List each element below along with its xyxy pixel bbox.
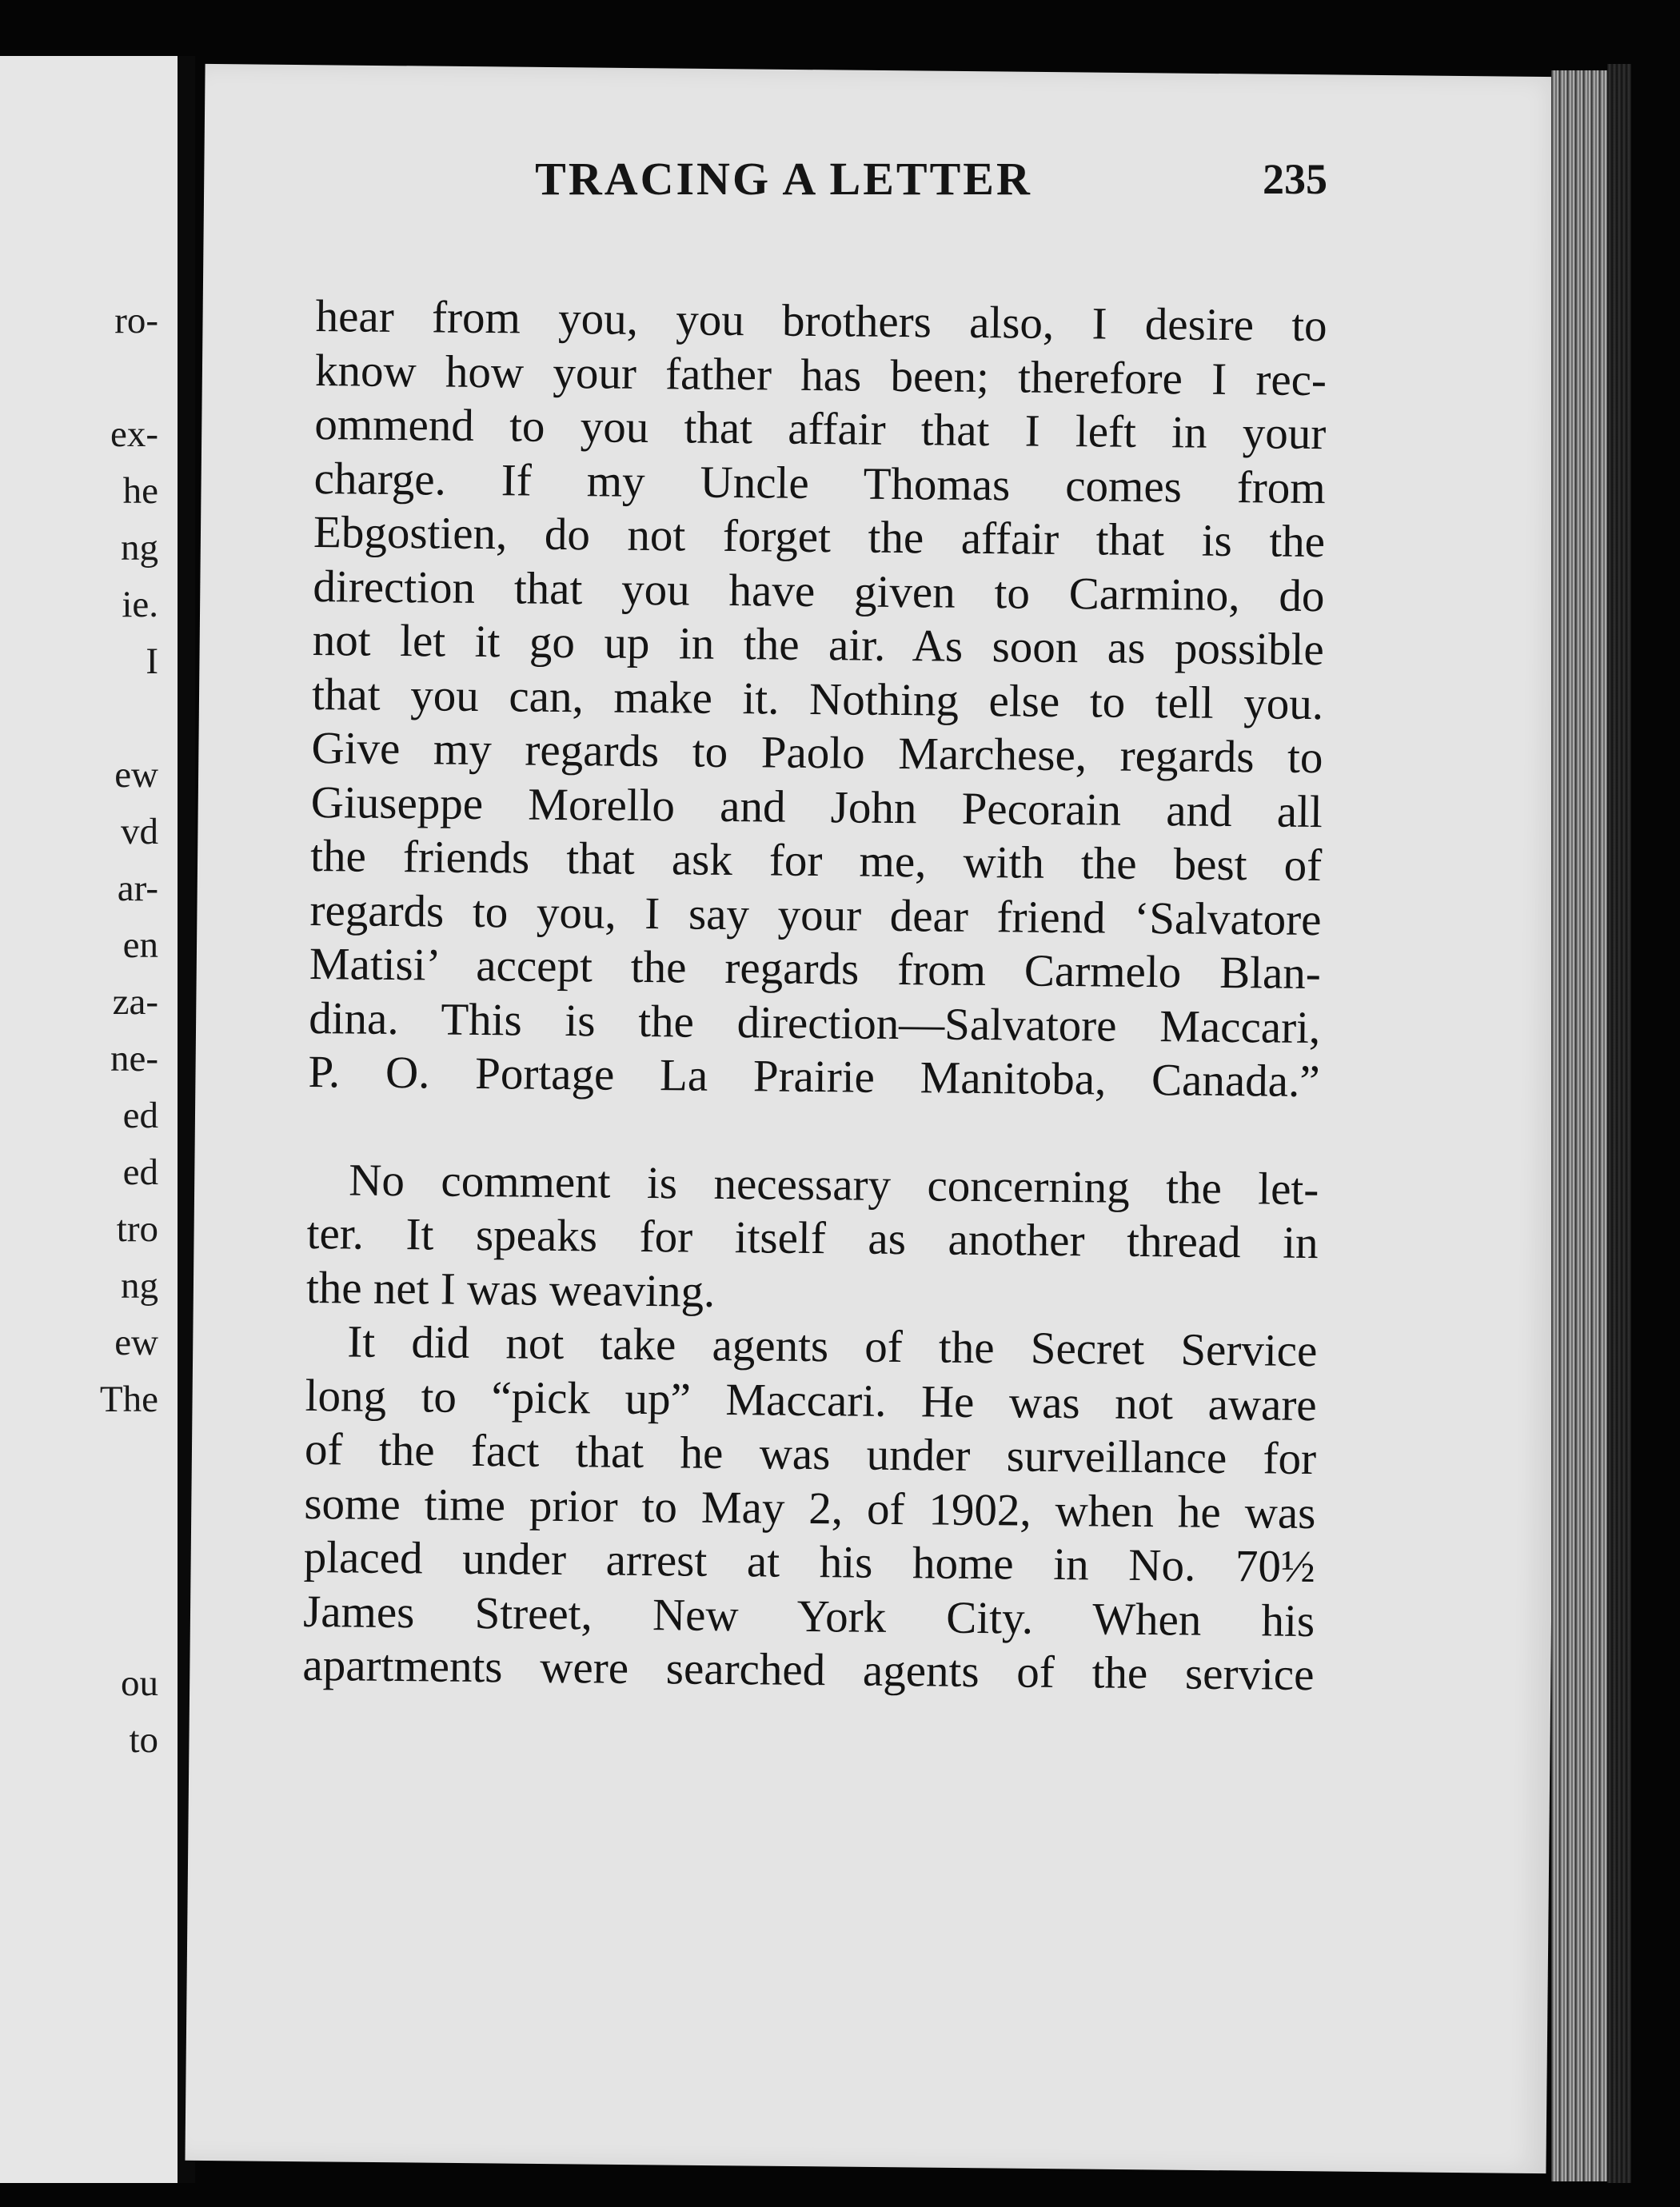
text-line: long to “pick up” Maccari. He was not aware bbox=[305, 1370, 1317, 1431]
line-ending bbox=[0, 1542, 158, 1598]
text-line: ommend to you that affair that I left in your bbox=[314, 398, 1327, 460]
text-line: the net I was weaving. bbox=[305, 1262, 716, 1317]
line-ending bbox=[0, 1598, 158, 1655]
text-line: regards to you, I say your dear friend ‘Salvatore bbox=[309, 884, 1322, 945]
text-line: P. O. Portage La Prairie Manitoba, Canada.” bbox=[308, 1046, 1320, 1107]
line-ending: ng bbox=[121, 527, 158, 569]
line-ending: ie. bbox=[122, 584, 158, 625]
text-line: of the fact that he was under surveillance for bbox=[304, 1423, 1317, 1485]
line-ending: ew bbox=[114, 1322, 158, 1363]
body-text bbox=[302, 289, 1327, 1702]
text-line: Giuseppe Morello and John Pecorain and all bbox=[310, 776, 1323, 837]
text-line: It did not take agents of the Secret Service bbox=[347, 1316, 1318, 1377]
text-line: Matisi’ accept the regards from Carmelo Blan- bbox=[309, 938, 1322, 1000]
text-line: dina. This is the direction—Salvatore Maccari, bbox=[308, 992, 1321, 1053]
line-ending: ou bbox=[121, 1662, 158, 1704]
text-line: apartments were searched agents of the service bbox=[302, 1639, 1315, 1701]
text-line: not let it go up in the air. As soon as possible bbox=[312, 614, 1325, 676]
text-line: Ebgostien, do not forget the affair that is the bbox=[313, 506, 1326, 568]
text-line: Give my regards to Paolo Marchese, regards to bbox=[311, 722, 1323, 784]
text-line: No comment is necessary concerning the let- bbox=[349, 1154, 1319, 1215]
text-line: the friends that ask for me, with the best of bbox=[309, 830, 1323, 892]
line-ending: ng bbox=[121, 1265, 158, 1307]
line-ending: ar- bbox=[117, 868, 158, 909]
paragraph-gap bbox=[308, 1099, 1320, 1162]
paragraph bbox=[306, 1152, 1319, 1324]
line-ending: ro- bbox=[114, 300, 158, 341]
previous-page-edge bbox=[0, 56, 178, 2183]
paragraph bbox=[302, 1315, 1317, 1702]
line-ending: vd bbox=[121, 811, 158, 852]
line-ending bbox=[0, 690, 158, 747]
text-line: ter. It speaks for itself as another thread in bbox=[306, 1207, 1319, 1269]
line-ending: tro bbox=[116, 1208, 158, 1250]
text-line: James Street, New York City. When his bbox=[302, 1586, 1315, 1646]
page-number: 235 bbox=[1263, 155, 1327, 203]
line-ending: ne- bbox=[110, 1038, 158, 1080]
line-ending: ew bbox=[114, 754, 158, 796]
text-line: hear from you, you brothers also, I desire to bbox=[315, 290, 1327, 352]
line-ending: ed bbox=[122, 1151, 158, 1193]
text-line: charge. If my Uncle Thomas comes from bbox=[313, 453, 1326, 513]
line-ending: ed bbox=[122, 1095, 158, 1136]
page-stack-edge bbox=[1551, 70, 1607, 2181]
text-line: that you can, make it. Nothing else to tell you. bbox=[311, 668, 1324, 729]
line-ending: The bbox=[99, 1379, 158, 1420]
running-head: TRACING A LETTER bbox=[535, 153, 1032, 205]
book-cover-edge bbox=[1607, 64, 1631, 2183]
line-ending bbox=[0, 1428, 158, 1485]
letter-continuation bbox=[308, 289, 1327, 1109]
text-line: placed under arrest at his home in No. 70½ bbox=[303, 1531, 1316, 1593]
text-line: direction that you have given to Carmino, do bbox=[313, 561, 1325, 621]
line-ending: to bbox=[129, 1719, 158, 1761]
previous-page-line-endings bbox=[0, 293, 158, 1769]
line-ending: I bbox=[146, 641, 158, 682]
line-ending: za- bbox=[112, 981, 158, 1023]
text-line: some time prior to May 2, of 1902, when he was bbox=[304, 1478, 1316, 1539]
line-ending: he bbox=[122, 470, 158, 512]
line-ending bbox=[0, 349, 158, 406]
line-ending bbox=[0, 1485, 158, 1542]
text-line: know how your father has been; therefore I rec- bbox=[314, 345, 1327, 405]
line-ending: en bbox=[122, 924, 158, 966]
line-ending: ex- bbox=[110, 413, 158, 455]
